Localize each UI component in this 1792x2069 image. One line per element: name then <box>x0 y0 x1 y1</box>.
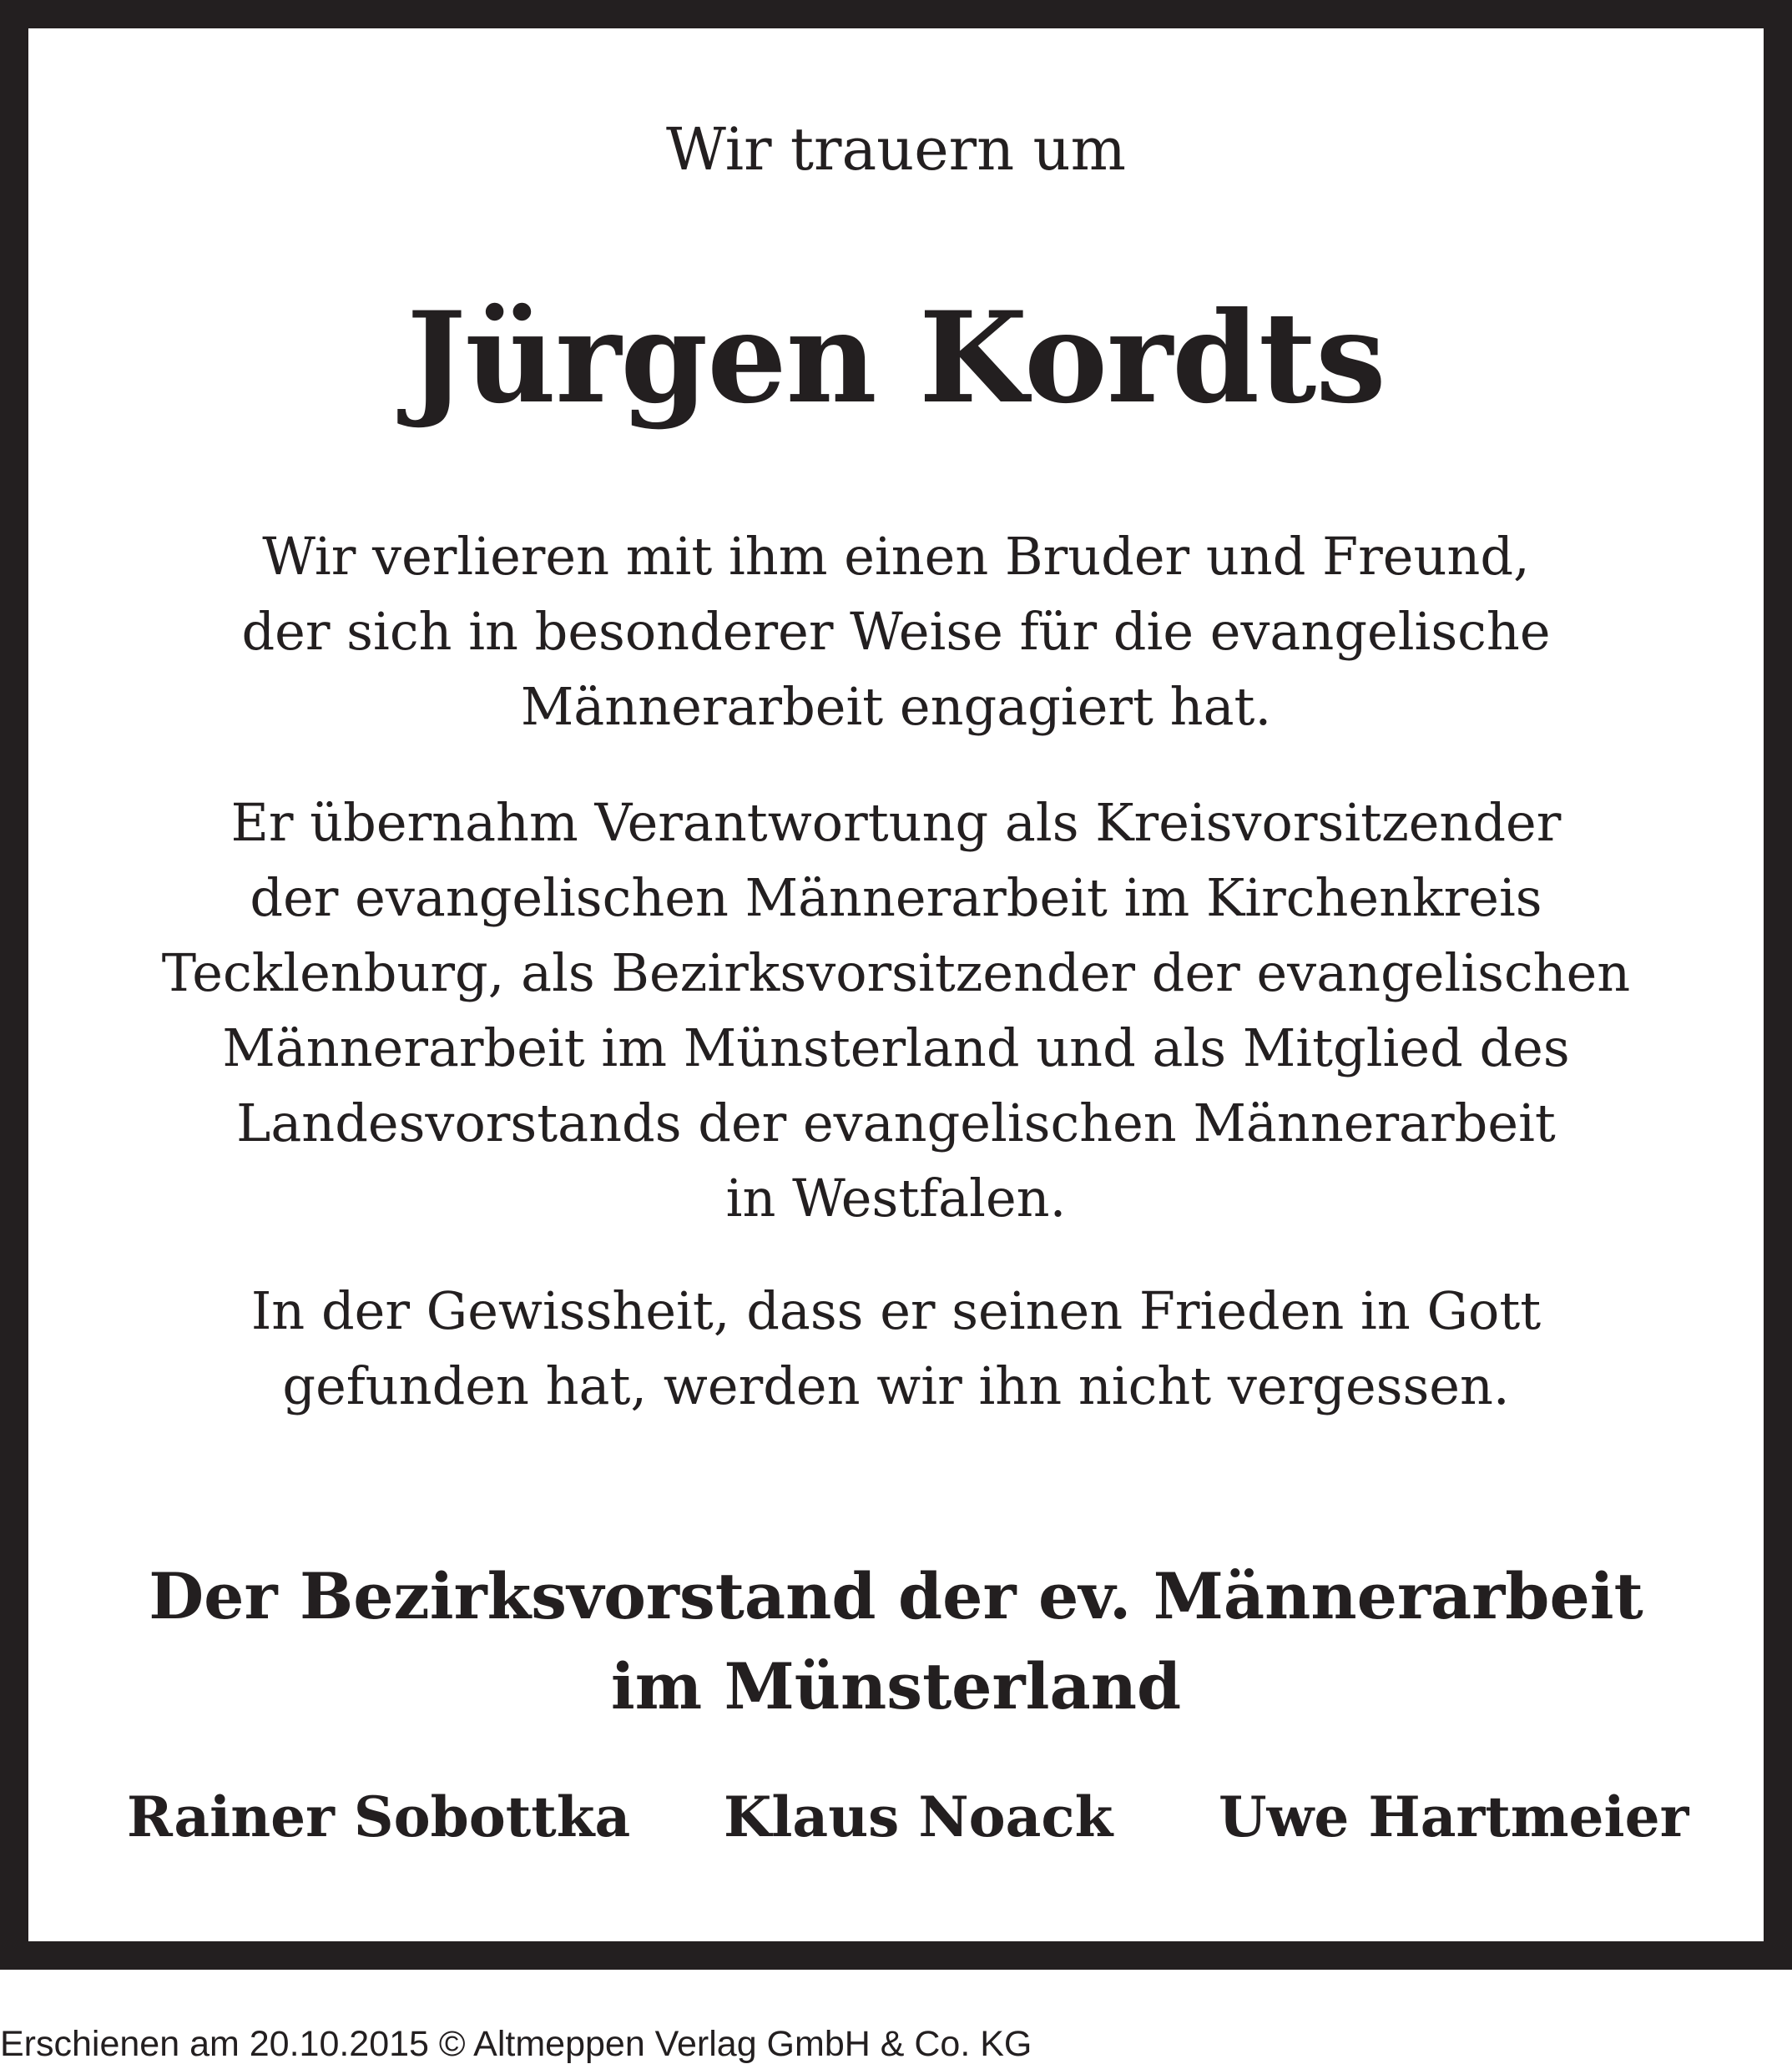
tribute-paragraph <box>28 519 1764 744</box>
signer-name: Uwe Hartmeier <box>1219 1784 1689 1849</box>
paragraph-line: Männerarbeit im Münsterland und als Mitglied des <box>222 1017 1570 1078</box>
closing-paragraph <box>28 1274 1764 1424</box>
signer-name: Klaus Noack <box>724 1784 1113 1849</box>
intro-text: Wir trauern um <box>666 115 1126 184</box>
publication-footer: Erschienen am 20.10.2015 © Altmeppen Verlag GmbH & Co. KG <box>0 2024 1032 2064</box>
paragraph-line: der sich in besonderer Weise für die evangelische <box>241 601 1551 662</box>
deceased-name: Jürgen Kordts <box>406 285 1386 431</box>
paragraph-line: Landesvorstands der evangelischen Männerarbeit <box>236 1093 1556 1153</box>
roles-paragraph <box>28 785 1764 1236</box>
signer-name: Rainer Sobottka <box>127 1784 631 1849</box>
paragraph-line: in Westfalen. <box>725 1168 1067 1229</box>
paragraph-line: Er übernahm Verantwortung als Kreisvorsitzender <box>230 792 1562 853</box>
paragraph-line: der evangelischen Männerarbeit im Kirchenkreis <box>250 867 1542 928</box>
paragraph-line: Wir verlieren mit ihm einen Bruder und Freund, <box>262 526 1530 587</box>
paragraph-line: gefunden hat, werden wir ihn nicht vergessen. <box>282 1355 1510 1416</box>
organization-line: im Münsterland <box>610 1649 1182 1723</box>
paragraph-line: Tecklenburg, als Bezirksvorsitzender der evangelischen <box>161 942 1631 1003</box>
paragraph-line: In der Gewissheit, dass er seinen Frieden in Gott <box>250 1280 1542 1341</box>
paragraph-line: Männerarbeit engagiert hat. <box>520 676 1272 737</box>
organization-line: Der Bezirksvorstand der ev. Männerarbeit <box>149 1559 1643 1633</box>
signature-organization <box>28 1552 1764 1732</box>
